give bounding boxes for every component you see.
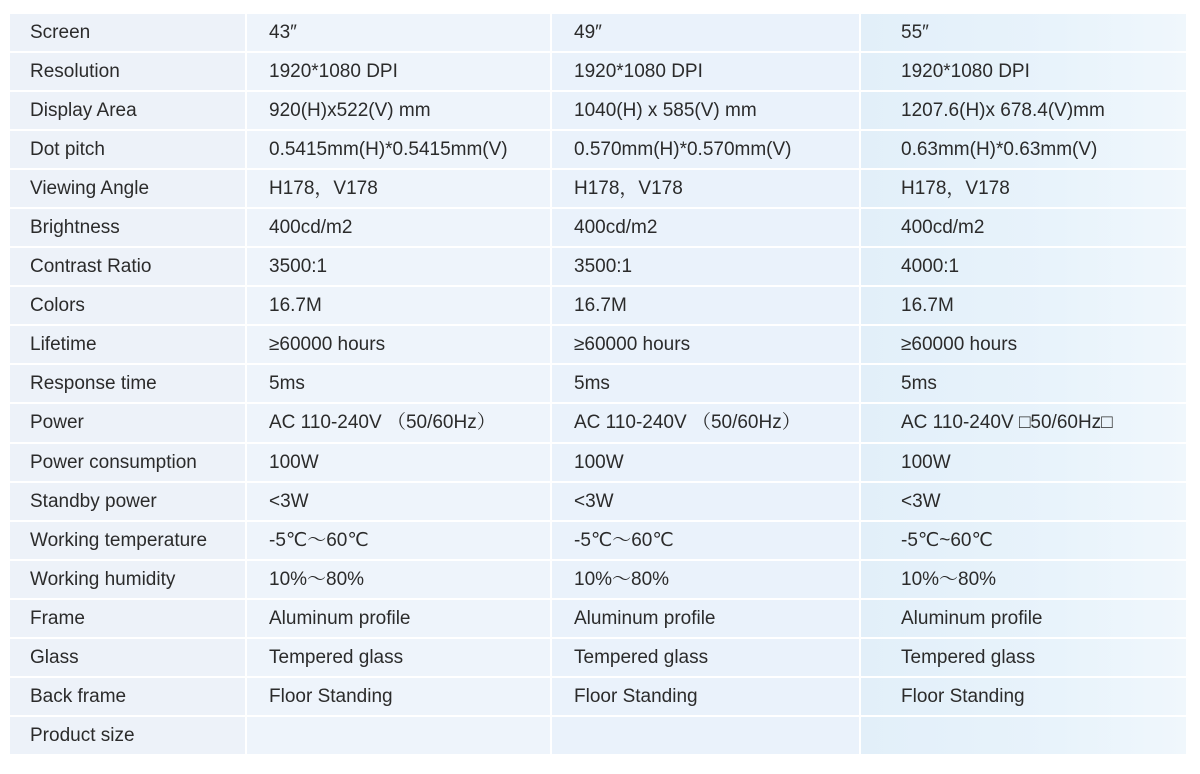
spec-label-cell: Contrast Ratio [10,248,247,287]
table-row [10,717,1188,756]
table-row [10,678,1188,717]
spec-value-cell: 400cd/m2 [552,209,861,248]
spec-value-cell [247,717,552,756]
table-row [10,326,1188,365]
spec-label-cell: Standby power [10,483,247,522]
spec-label-cell: Lifetime [10,326,247,365]
spec-label-cell: Screen [10,14,247,53]
spec-value-cell: H178，V178 [552,170,861,209]
spec-value-cell: 3500:1 [247,248,552,287]
spec-value-cell: Tempered glass [552,639,861,678]
spec-value-cell: Tempered glass [861,639,1188,678]
spec-label-cell: Colors [10,287,247,326]
table-row [10,483,1188,522]
table-row [10,522,1188,561]
spec-value-cell: H178，V178 [861,170,1188,209]
spec-value-cell: 100W [552,444,861,483]
spec-value-cell: Aluminum profile [552,600,861,639]
spec-label-cell: Display Area [10,92,247,131]
spec-label-cell: Response time [10,365,247,404]
spec-value-cell: 10%～80% [552,561,861,600]
table-row [10,131,1188,170]
spec-value-cell: ≥60000 hours [861,326,1188,365]
spec-value-cell: 55″ [861,14,1188,53]
spec-value-cell: 5ms [247,365,552,404]
spec-value-cell: 100W [247,444,552,483]
spec-value-cell: -5℃～60℃ [552,522,861,561]
spec-label-cell: Viewing Angle [10,170,247,209]
spec-value-cell: 400cd/m2 [247,209,552,248]
spec-label-cell: Glass [10,639,247,678]
spec-value-cell: 1920*1080 DPI [247,53,552,92]
spec-value-cell: 400cd/m2 [861,209,1188,248]
spec-value-cell: 1207.6(H)x 678.4(V)mm [861,92,1188,131]
spec-value-cell: 5ms [552,365,861,404]
spec-label-cell: Power consumption [10,444,247,483]
spec-label-cell: Working humidity [10,561,247,600]
table-row [10,287,1188,326]
spec-label-cell: Product size [10,717,247,756]
spec-value-cell: <3W [552,483,861,522]
spec-value-cell: 4000:1 [861,248,1188,287]
spec-value-cell: Aluminum profile [861,600,1188,639]
spec-value-cell: 1920*1080 DPI [861,53,1188,92]
spec-value-cell: 10%～80% [861,561,1188,600]
spec-value-cell: <3W [247,483,552,522]
spec-value-cell [552,717,861,756]
spec-label-cell: Brightness [10,209,247,248]
table-row [10,53,1188,92]
spec-value-cell: Floor Standing [861,678,1188,717]
spec-value-cell: Floor Standing [247,678,552,717]
spec-label-cell: Frame [10,600,247,639]
spec-value-cell: ≥60000 hours [552,326,861,365]
spec-value-cell: AC 110-240V （50/60Hz） [552,404,861,443]
table-row [10,561,1188,600]
spec-label-cell: Resolution [10,53,247,92]
spec-value-cell: H178，V178 [247,170,552,209]
spec-label-cell: Back frame [10,678,247,717]
spec-value-cell: -5℃~60℃ [861,522,1188,561]
spec-value-cell: 0.5415mm(H)*0.5415mm(V) [247,131,552,170]
spec-table-body [10,14,1188,756]
spec-value-cell: 1920*1080 DPI [552,53,861,92]
spec-label-cell: Working temperature [10,522,247,561]
spec-value-cell: 0.63mm(H)*0.63mm(V) [861,131,1188,170]
spec-value-cell: Aluminum profile [247,600,552,639]
table-row [10,92,1188,131]
spec-value-cell: 100W [861,444,1188,483]
spec-value-cell: 1040(H) x 585(V) mm [552,92,861,131]
spec-value-cell: Floor Standing [552,678,861,717]
table-row [10,209,1188,248]
table-row [10,600,1188,639]
table-row [10,365,1188,404]
table-row [10,14,1188,53]
table-row [10,248,1188,287]
spec-value-cell: Tempered glass [247,639,552,678]
spec-value-cell: -5℃～60℃ [247,522,552,561]
spec-value-cell: 0.570mm(H)*0.570mm(V) [552,131,861,170]
table-row [10,444,1188,483]
spec-label-cell: Power [10,404,247,443]
table-row [10,170,1188,209]
spec-value-cell: 16.7M [247,287,552,326]
spec-value-cell: 43″ [247,14,552,53]
table-row [10,639,1188,678]
spec-table-container [10,14,1188,756]
spec-value-cell: 3500:1 [552,248,861,287]
spec-value-cell: ≥60000 hours [247,326,552,365]
spec-table [10,14,1188,756]
spec-value-cell: <3W [861,483,1188,522]
spec-value-cell: 16.7M [861,287,1188,326]
spec-value-cell: 920(H)x522(V) mm [247,92,552,131]
spec-label-cell: Dot pitch [10,131,247,170]
spec-value-cell: 16.7M [552,287,861,326]
spec-value-cell: AC 110-240V □50/60Hz□ [861,404,1188,443]
spec-value-cell: AC 110-240V （50/60Hz） [247,404,552,443]
spec-value-cell: 10%～80% [247,561,552,600]
spec-value-cell: 5ms [861,365,1188,404]
spec-value-cell [861,717,1188,756]
spec-value-cell: 49″ [552,14,861,53]
table-row [10,404,1188,443]
